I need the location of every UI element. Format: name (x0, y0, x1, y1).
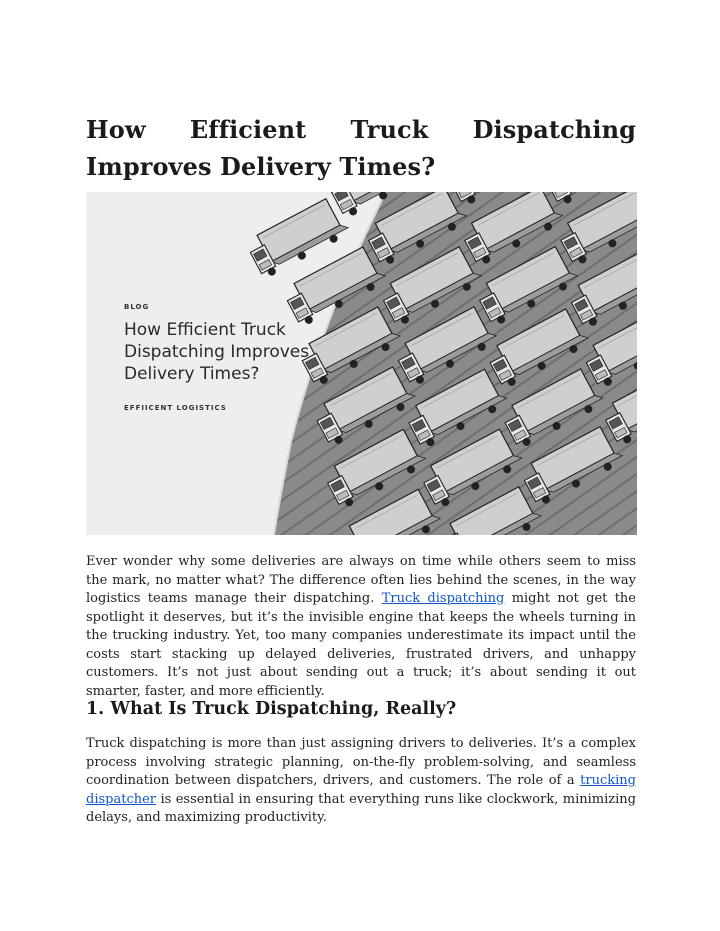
section-text-end: is essential in ensuring that everything runs like clockwork, minimizing delays, and maximizing productivity. (86, 791, 636, 825)
intro-paragraph (86, 553, 636, 701)
hero-image (86, 192, 637, 535)
truck-dispatching-link[interactable]: Truck dispatching (381, 591, 505, 606)
hero-brand: EFFIICENT LOGISTICS (124, 404, 227, 412)
page-title (86, 111, 636, 185)
trucking-dispatcher-link[interactable]: trucking dispatcher (86, 773, 636, 807)
title-line-2: Improves Delivery Times? (86, 152, 436, 181)
section-text-start: Truck dispatching is more than just assigning drivers to deliveries. It’s a complex process involving strategic planning, on-the-fly problem-solving, and seamless coordination between dispatchers, drivers, and customers. The role of a (86, 736, 636, 788)
intro-text-end: might not get the spotlight it deserves, but it’s the invisible engine that keeps the wheels turning in the trucking industry. Yet, too many companies underestimate its impact until the costs start stacking up delayed deliveries, frustrated drivers, and unhappy customers. It’s not just about sending out a truck; it’s about sending it out smarter, faster, and more efficiently. (86, 591, 636, 699)
section-paragraph (86, 735, 636, 828)
title-line-1: How Efficient Truck Dispatching (86, 115, 636, 144)
hero-title: How Efficient Truck Dispatching Improves Delivery Times? (124, 320, 310, 384)
section-heading: 1. What Is Truck Dispatching, Really? (86, 699, 457, 719)
intro-text-start: Ever wonder why some deliveries are always on time while others seem to miss the mark, no matter what? The difference often lies behind the scenes, in the way logistics teams manage their dispatching. (86, 554, 636, 606)
hero-tag: BLOG (124, 303, 150, 311)
